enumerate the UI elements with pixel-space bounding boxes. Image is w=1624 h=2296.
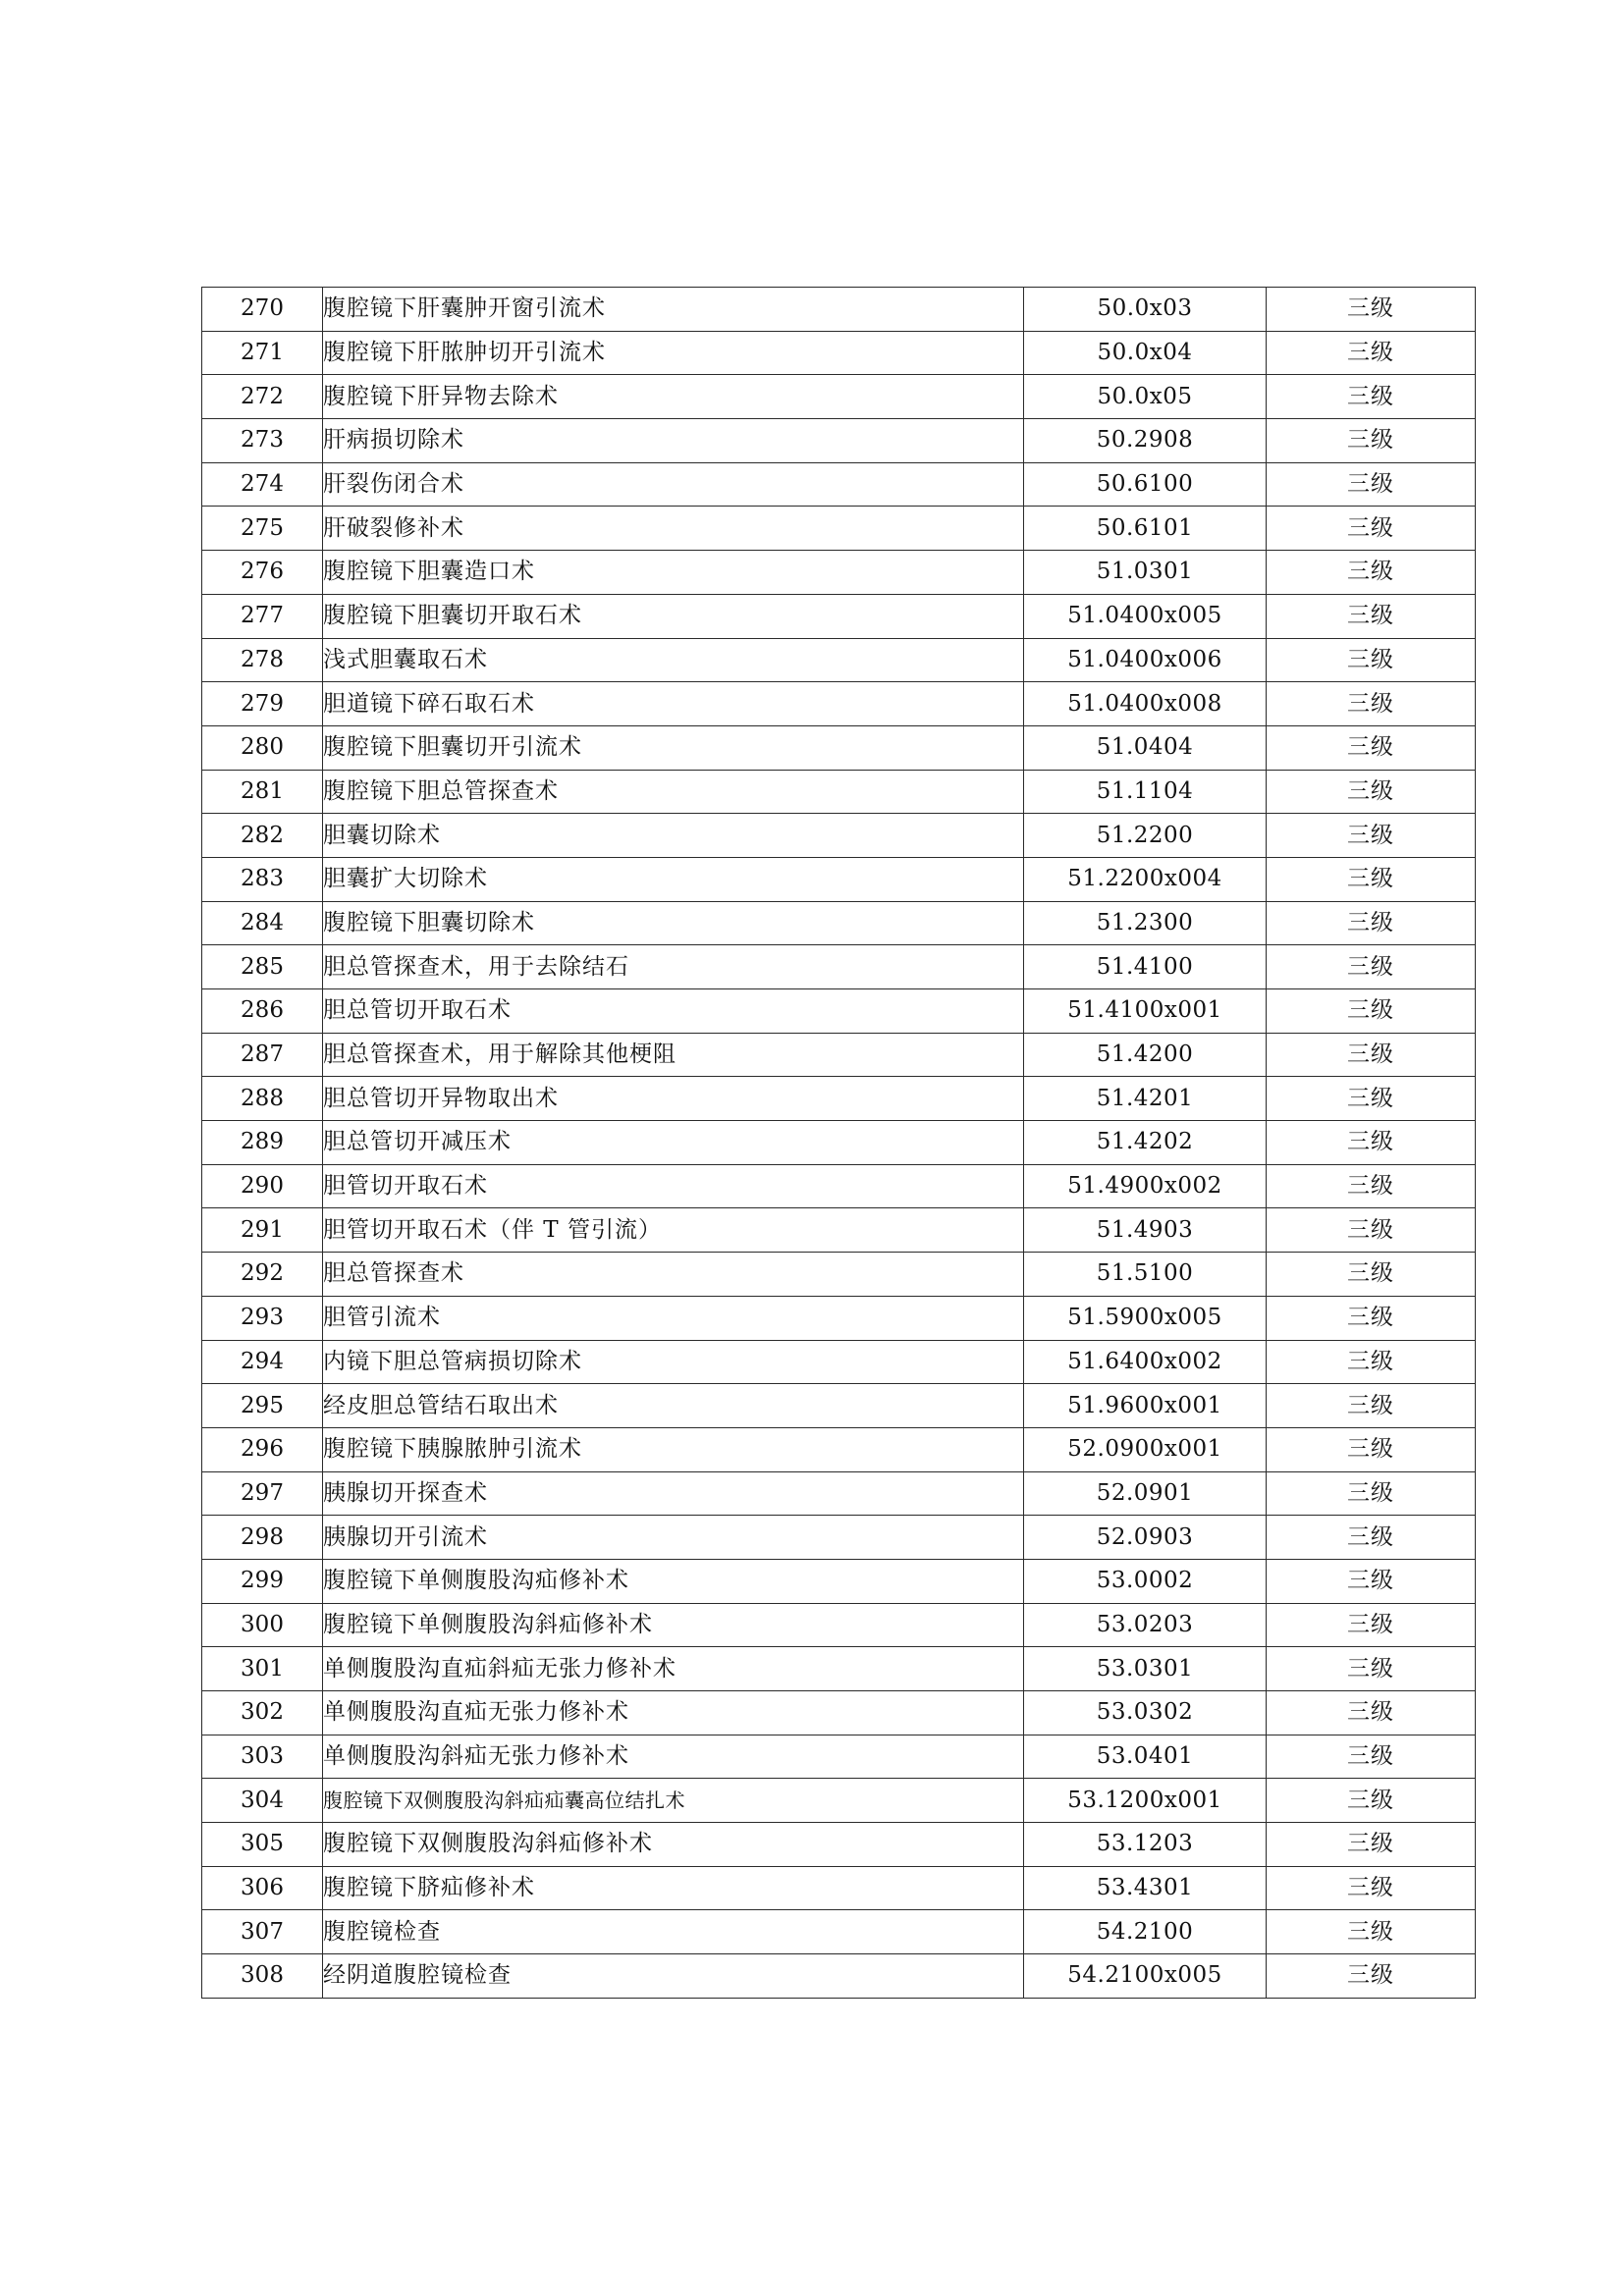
procedure-name: 经阴道腹腔镜检查 (323, 1954, 1024, 1999)
procedure-level: 三级 (1267, 1427, 1476, 1471)
row-number: 303 (202, 1735, 323, 1779)
procedure-level: 三级 (1267, 1910, 1476, 1954)
row-number: 298 (202, 1516, 323, 1560)
table-row (202, 551, 1476, 595)
procedure-code: 53.0401 (1024, 1735, 1267, 1779)
procedure-name: 胆总管切开减压术 (323, 1121, 1024, 1165)
procedure-code: 53.1203 (1024, 1823, 1267, 1867)
procedure-level: 三级 (1267, 1866, 1476, 1910)
procedure-level: 三级 (1267, 1647, 1476, 1691)
procedure-name: 腹腔镜下胆囊切开引流术 (323, 725, 1024, 770)
table-row (202, 507, 1476, 551)
procedure-code: 53.0203 (1024, 1603, 1267, 1647)
procedure-name: 胆总管切开取石术 (323, 989, 1024, 1034)
procedure-code: 50.2908 (1024, 419, 1267, 463)
procedure-level: 三级 (1267, 331, 1476, 375)
procedure-code: 51.1104 (1024, 770, 1267, 814)
procedure-level: 三级 (1267, 814, 1476, 858)
procedure-level: 三级 (1267, 901, 1476, 945)
table-row (202, 725, 1476, 770)
table-row (202, 1866, 1476, 1910)
procedure-level: 三级 (1267, 1954, 1476, 1999)
table-row (202, 1823, 1476, 1867)
procedure-name: 肝病损切除术 (323, 419, 1024, 463)
procedure-level: 三级 (1267, 288, 1476, 332)
procedure-name: 腹腔镜下肝脓肿切开引流术 (323, 331, 1024, 375)
procedure-code: 53.0301 (1024, 1647, 1267, 1691)
procedure-code: 53.1200x001 (1024, 1779, 1267, 1823)
procedure-level: 三级 (1267, 1253, 1476, 1297)
procedure-name: 胆总管探查术 (323, 1253, 1024, 1297)
procedure-name: 腹腔镜下胆囊切开取石术 (323, 594, 1024, 638)
procedure-level: 三级 (1267, 1516, 1476, 1560)
row-number: 292 (202, 1253, 323, 1297)
row-number: 272 (202, 375, 323, 419)
row-number: 302 (202, 1691, 323, 1735)
row-number: 283 (202, 857, 323, 901)
row-number: 290 (202, 1164, 323, 1208)
procedure-name: 浅式胆囊取石术 (323, 638, 1024, 682)
procedure-code: 51.2300 (1024, 901, 1267, 945)
procedure-code: 51.9600x001 (1024, 1384, 1267, 1428)
row-number: 273 (202, 419, 323, 463)
procedure-code: 51.5900x005 (1024, 1296, 1267, 1340)
table-row (202, 419, 1476, 463)
procedure-code: 51.4202 (1024, 1121, 1267, 1165)
procedure-name: 腹腔镜检查 (323, 1910, 1024, 1954)
table-row (202, 1516, 1476, 1560)
row-number: 288 (202, 1077, 323, 1121)
procedure-level: 三级 (1267, 375, 1476, 419)
row-number: 308 (202, 1954, 323, 1999)
procedure-code: 50.0x03 (1024, 288, 1267, 332)
table-row (202, 288, 1476, 332)
row-number: 275 (202, 507, 323, 551)
procedure-code: 51.0400x008 (1024, 682, 1267, 726)
table-row (202, 901, 1476, 945)
table-row (202, 1340, 1476, 1384)
table-row (202, 1471, 1476, 1516)
row-number: 276 (202, 551, 323, 595)
procedure-name: 腹腔镜下胆总管探查术 (323, 770, 1024, 814)
procedure-code: 53.4301 (1024, 1866, 1267, 1910)
table-row (202, 1647, 1476, 1691)
procedure-name: 胆管切开取石术 (323, 1164, 1024, 1208)
row-number: 289 (202, 1121, 323, 1165)
procedure-name: 腹腔镜下胆囊切除术 (323, 901, 1024, 945)
procedure-code: 51.0301 (1024, 551, 1267, 595)
procedure-code: 51.6400x002 (1024, 1340, 1267, 1384)
row-number: 271 (202, 331, 323, 375)
procedure-name: 单侧腹股沟直疝斜疝无张力修补术 (323, 1647, 1024, 1691)
procedure-code: 50.0x04 (1024, 331, 1267, 375)
procedure-name: 腹腔镜下肝异物去除术 (323, 375, 1024, 419)
procedure-name: 腹腔镜下双侧腹股沟斜疝疝囊高位结扎术 (323, 1779, 1024, 1823)
procedure-level: 三级 (1267, 1077, 1476, 1121)
procedure-name: 腹腔镜下单侧腹股沟疝修补术 (323, 1559, 1024, 1603)
row-number: 301 (202, 1647, 323, 1691)
procedure-level: 三级 (1267, 1823, 1476, 1867)
procedure-table-body (202, 288, 1476, 1999)
procedure-code: 51.0400x005 (1024, 594, 1267, 638)
row-number: 284 (202, 901, 323, 945)
procedure-level: 三级 (1267, 551, 1476, 595)
procedure-level: 三级 (1267, 1735, 1476, 1779)
table-row (202, 1164, 1476, 1208)
procedure-level: 三级 (1267, 1779, 1476, 1823)
row-number: 277 (202, 594, 323, 638)
row-number: 296 (202, 1427, 323, 1471)
table-row (202, 1691, 1476, 1735)
procedure-code: 51.4900x002 (1024, 1164, 1267, 1208)
procedure-name: 腹腔镜下胰腺脓肿引流术 (323, 1427, 1024, 1471)
row-number: 287 (202, 1033, 323, 1077)
procedure-code: 51.4100x001 (1024, 989, 1267, 1034)
procedure-name: 胰腺切开探查术 (323, 1471, 1024, 1516)
table-row (202, 1296, 1476, 1340)
procedure-table (201, 287, 1476, 1999)
row-number: 285 (202, 945, 323, 989)
procedure-level: 三级 (1267, 1296, 1476, 1340)
row-number: 306 (202, 1866, 323, 1910)
table-row (202, 594, 1476, 638)
procedure-code: 52.0900x001 (1024, 1427, 1267, 1471)
row-number: 300 (202, 1603, 323, 1647)
table-row (202, 1427, 1476, 1471)
procedure-name: 胆道镜下碎石取石术 (323, 682, 1024, 726)
row-number: 293 (202, 1296, 323, 1340)
procedure-level: 三级 (1267, 857, 1476, 901)
row-number: 307 (202, 1910, 323, 1954)
procedure-level: 三级 (1267, 638, 1476, 682)
procedure-name: 胆囊切除术 (323, 814, 1024, 858)
procedure-code: 50.6100 (1024, 462, 1267, 507)
table-row (202, 1253, 1476, 1297)
row-number: 294 (202, 1340, 323, 1384)
procedure-code: 51.2200x004 (1024, 857, 1267, 901)
procedure-code: 54.2100 (1024, 1910, 1267, 1954)
procedure-name: 胆总管探查术，用于去除结石 (323, 945, 1024, 989)
procedure-code: 52.0901 (1024, 1471, 1267, 1516)
procedure-level: 三级 (1267, 1164, 1476, 1208)
row-number: 281 (202, 770, 323, 814)
row-number: 278 (202, 638, 323, 682)
procedure-name: 经皮胆总管结石取出术 (323, 1384, 1024, 1428)
table-row (202, 1779, 1476, 1823)
procedure-code: 53.0002 (1024, 1559, 1267, 1603)
table-row (202, 1603, 1476, 1647)
procedure-name: 单侧腹股沟斜疝无张力修补术 (323, 1735, 1024, 1779)
procedure-name: 肝裂伤闭合术 (323, 462, 1024, 507)
row-number: 270 (202, 288, 323, 332)
procedure-level: 三级 (1267, 462, 1476, 507)
procedure-level: 三级 (1267, 945, 1476, 989)
row-number: 291 (202, 1208, 323, 1253)
row-number: 279 (202, 682, 323, 726)
table-row (202, 1384, 1476, 1428)
procedure-level: 三级 (1267, 1691, 1476, 1735)
row-number: 295 (202, 1384, 323, 1428)
table-row (202, 814, 1476, 858)
procedure-level: 三级 (1267, 770, 1476, 814)
table-row (202, 857, 1476, 901)
table-row (202, 682, 1476, 726)
procedure-level: 三级 (1267, 1121, 1476, 1165)
procedure-code: 51.5100 (1024, 1253, 1267, 1297)
procedure-code: 51.0400x006 (1024, 638, 1267, 682)
procedure-level: 三级 (1267, 1340, 1476, 1384)
row-number: 304 (202, 1779, 323, 1823)
procedure-level: 三级 (1267, 1559, 1476, 1603)
procedure-level: 三级 (1267, 725, 1476, 770)
procedure-level: 三级 (1267, 682, 1476, 726)
table-row (202, 1910, 1476, 1954)
procedure-name: 胆囊扩大切除术 (323, 857, 1024, 901)
procedure-name: 胰腺切开引流术 (323, 1516, 1024, 1560)
row-number: 299 (202, 1559, 323, 1603)
procedure-code: 51.4100 (1024, 945, 1267, 989)
procedure-code: 51.4903 (1024, 1208, 1267, 1253)
table-row (202, 462, 1476, 507)
procedure-code: 51.4201 (1024, 1077, 1267, 1121)
procedure-level: 三级 (1267, 507, 1476, 551)
procedure-name: 单侧腹股沟直疝无张力修补术 (323, 1691, 1024, 1735)
procedure-code: 50.6101 (1024, 507, 1267, 551)
procedure-name: 内镜下胆总管病损切除术 (323, 1340, 1024, 1384)
procedure-code: 51.0404 (1024, 725, 1267, 770)
table-row (202, 989, 1476, 1034)
table-row (202, 1077, 1476, 1121)
procedure-name: 胆总管探查术，用于解除其他梗阻 (323, 1033, 1024, 1077)
row-number: 297 (202, 1471, 323, 1516)
table-row (202, 1033, 1476, 1077)
row-number: 280 (202, 725, 323, 770)
table-row (202, 1121, 1476, 1165)
procedure-code: 54.2100x005 (1024, 1954, 1267, 1999)
procedure-code: 51.2200 (1024, 814, 1267, 858)
table-row (202, 375, 1476, 419)
procedure-name: 胆总管切开异物取出术 (323, 1077, 1024, 1121)
procedure-name: 腹腔镜下双侧腹股沟斜疝修补术 (323, 1823, 1024, 1867)
procedure-level: 三级 (1267, 419, 1476, 463)
procedure-name: 胆管引流术 (323, 1296, 1024, 1340)
procedure-code: 52.0903 (1024, 1516, 1267, 1560)
row-number: 305 (202, 1823, 323, 1867)
procedure-level: 三级 (1267, 989, 1476, 1034)
row-number: 282 (202, 814, 323, 858)
procedure-name: 肝破裂修补术 (323, 507, 1024, 551)
table-row (202, 638, 1476, 682)
procedure-name: 腹腔镜下单侧腹股沟斜疝修补术 (323, 1603, 1024, 1647)
table-row (202, 770, 1476, 814)
procedure-level: 三级 (1267, 1384, 1476, 1428)
procedure-level: 三级 (1267, 1603, 1476, 1647)
procedure-name: 腹腔镜下胆囊造口术 (323, 551, 1024, 595)
procedure-level: 三级 (1267, 1471, 1476, 1516)
procedure-level: 三级 (1267, 1208, 1476, 1253)
procedure-name: 腹腔镜下脐疝修补术 (323, 1866, 1024, 1910)
table-row (202, 331, 1476, 375)
table-row (202, 1559, 1476, 1603)
row-number: 286 (202, 989, 323, 1034)
procedure-code: 51.4200 (1024, 1033, 1267, 1077)
table-row (202, 1208, 1476, 1253)
procedure-code: 50.0x05 (1024, 375, 1267, 419)
table-row (202, 945, 1476, 989)
procedure-level: 三级 (1267, 594, 1476, 638)
procedure-level: 三级 (1267, 1033, 1476, 1077)
row-number: 274 (202, 462, 323, 507)
procedure-code: 53.0302 (1024, 1691, 1267, 1735)
table-row (202, 1954, 1476, 1999)
procedure-name: 胆管切开取石术（伴 T 管引流） (323, 1208, 1024, 1253)
table-row (202, 1735, 1476, 1779)
procedure-name: 腹腔镜下肝囊肿开窗引流术 (323, 288, 1024, 332)
